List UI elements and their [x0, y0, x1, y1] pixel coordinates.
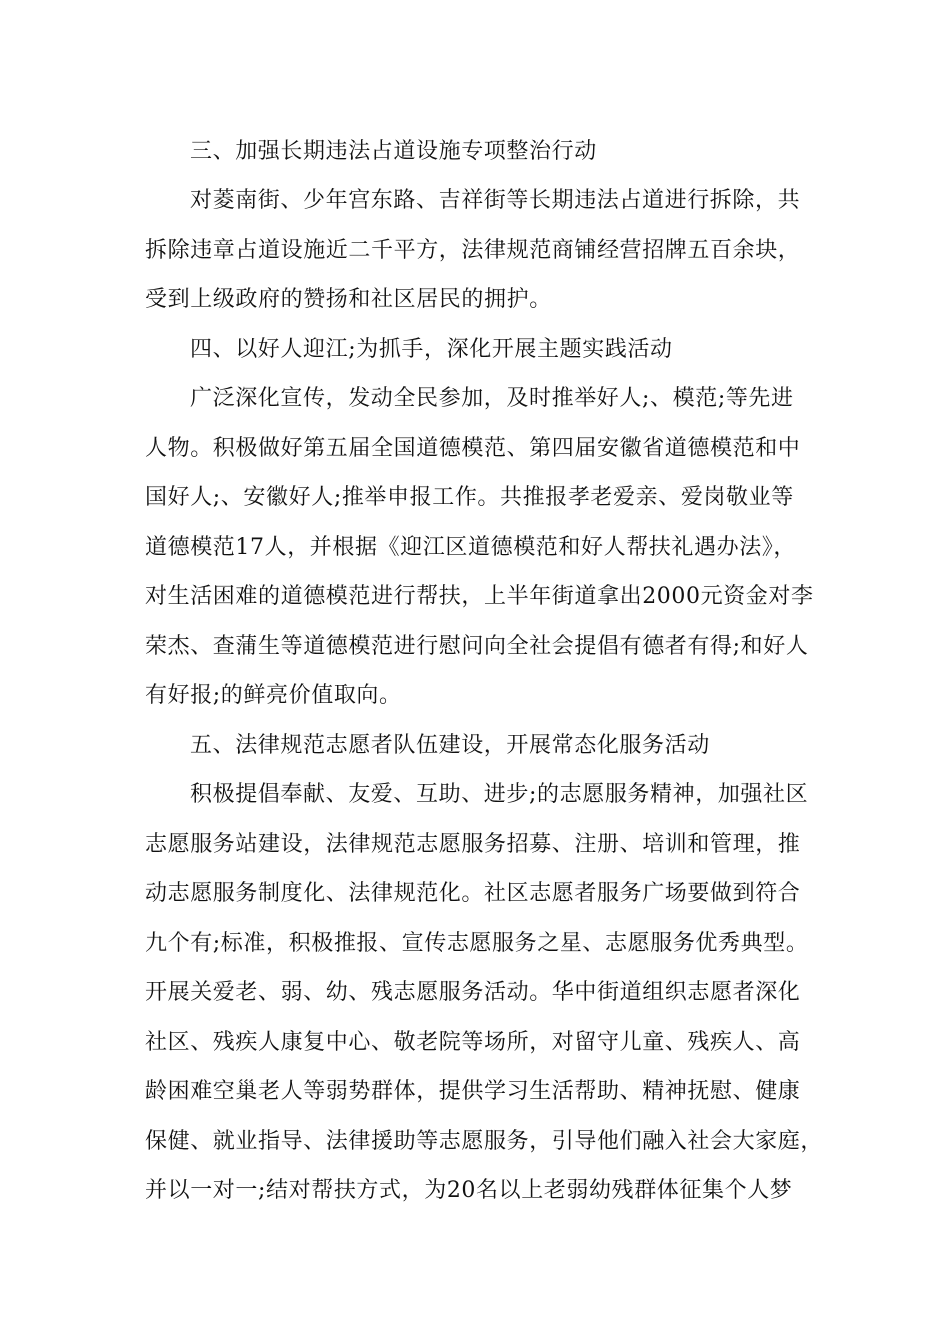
paragraph-line: 志愿服务站建设，法律规范志愿服务招募、注册、培训和管理，推 [145, 832, 801, 857]
paragraph-line: 广泛深化宣传，发动全民参加，及时推举好人;、模范;等先进 [190, 386, 794, 411]
paragraph-line: 受到上级政府的赞扬和社区居民的拥护。 [145, 287, 552, 312]
paragraph-line: 对生活困难的道德模范进行帮扶，上半年街道拿出2000元资金对李 [145, 584, 814, 609]
paragraph-line: 道德模范17人，并根据《迎江区道德模范和好人帮扶礼遇办法》， [145, 535, 796, 560]
paragraph-line: 有好报;的鲜亮价值取向。 [145, 683, 402, 708]
paragraph-line: 人物。积极做好第五届全国道德模范、第四届安徽省道德模范和中 [145, 436, 801, 461]
section-heading-5: 五、法律规范志愿者队伍建设，开展常态化服务活动 [190, 733, 710, 758]
paragraph-line: 对菱南街、少年宫东路、吉祥街等长期违法占道进行拆除，共 [190, 188, 801, 213]
paragraph-line: 拆除违章占道设施近二千平方，法律规范商铺经营招牌五百余块， [145, 238, 801, 263]
paragraph-line: 龄困难空巢老人等弱势群体，提供学习生活帮助、精神抚慰、健康 [145, 1079, 801, 1104]
paragraph-line: 开展关爱老、弱、幼、残志愿服务活动。华中街道组织志愿者深化 [145, 980, 801, 1005]
section-heading-3: 三、加强长期违法占道设施专项整治行动 [190, 139, 597, 164]
paragraph-line: 荣杰、查蒲生等道德模范进行慰问向全社会提倡有德者有得;和好人 [145, 634, 809, 659]
paragraph-line: 并以一对一;结对帮扶方式，为20名以上老弱幼残群体征集个人梦 [145, 1178, 793, 1203]
paragraph-line: 积极提倡奉献、友爱、互助、进步;的志愿服务精神，加强社区 [190, 782, 809, 807]
paragraph-line: 九个有;标准，积极推报、宣传志愿服务之星、志愿服务优秀典型。 [145, 931, 809, 956]
paragraph-line: 保健、就业指导、法律援助等志愿服务，引导他们融入社会大家庭， [145, 1129, 824, 1154]
paragraph-line: 国好人;、安徽好人;推举申报工作。共推报孝老爱亲、爱岗敬业等 [145, 485, 794, 510]
section-heading-4: 四、以好人迎江;为抓手，深化开展主题实践活动 [190, 337, 673, 362]
paragraph-line: 动志愿服务制度化、法律规范化。社区志愿者服务广场要做到符合 [145, 881, 801, 906]
paragraph-line: 社区、残疾人康复中心、敬老院等场所，对留守儿童、残疾人、高 [145, 1030, 801, 1055]
